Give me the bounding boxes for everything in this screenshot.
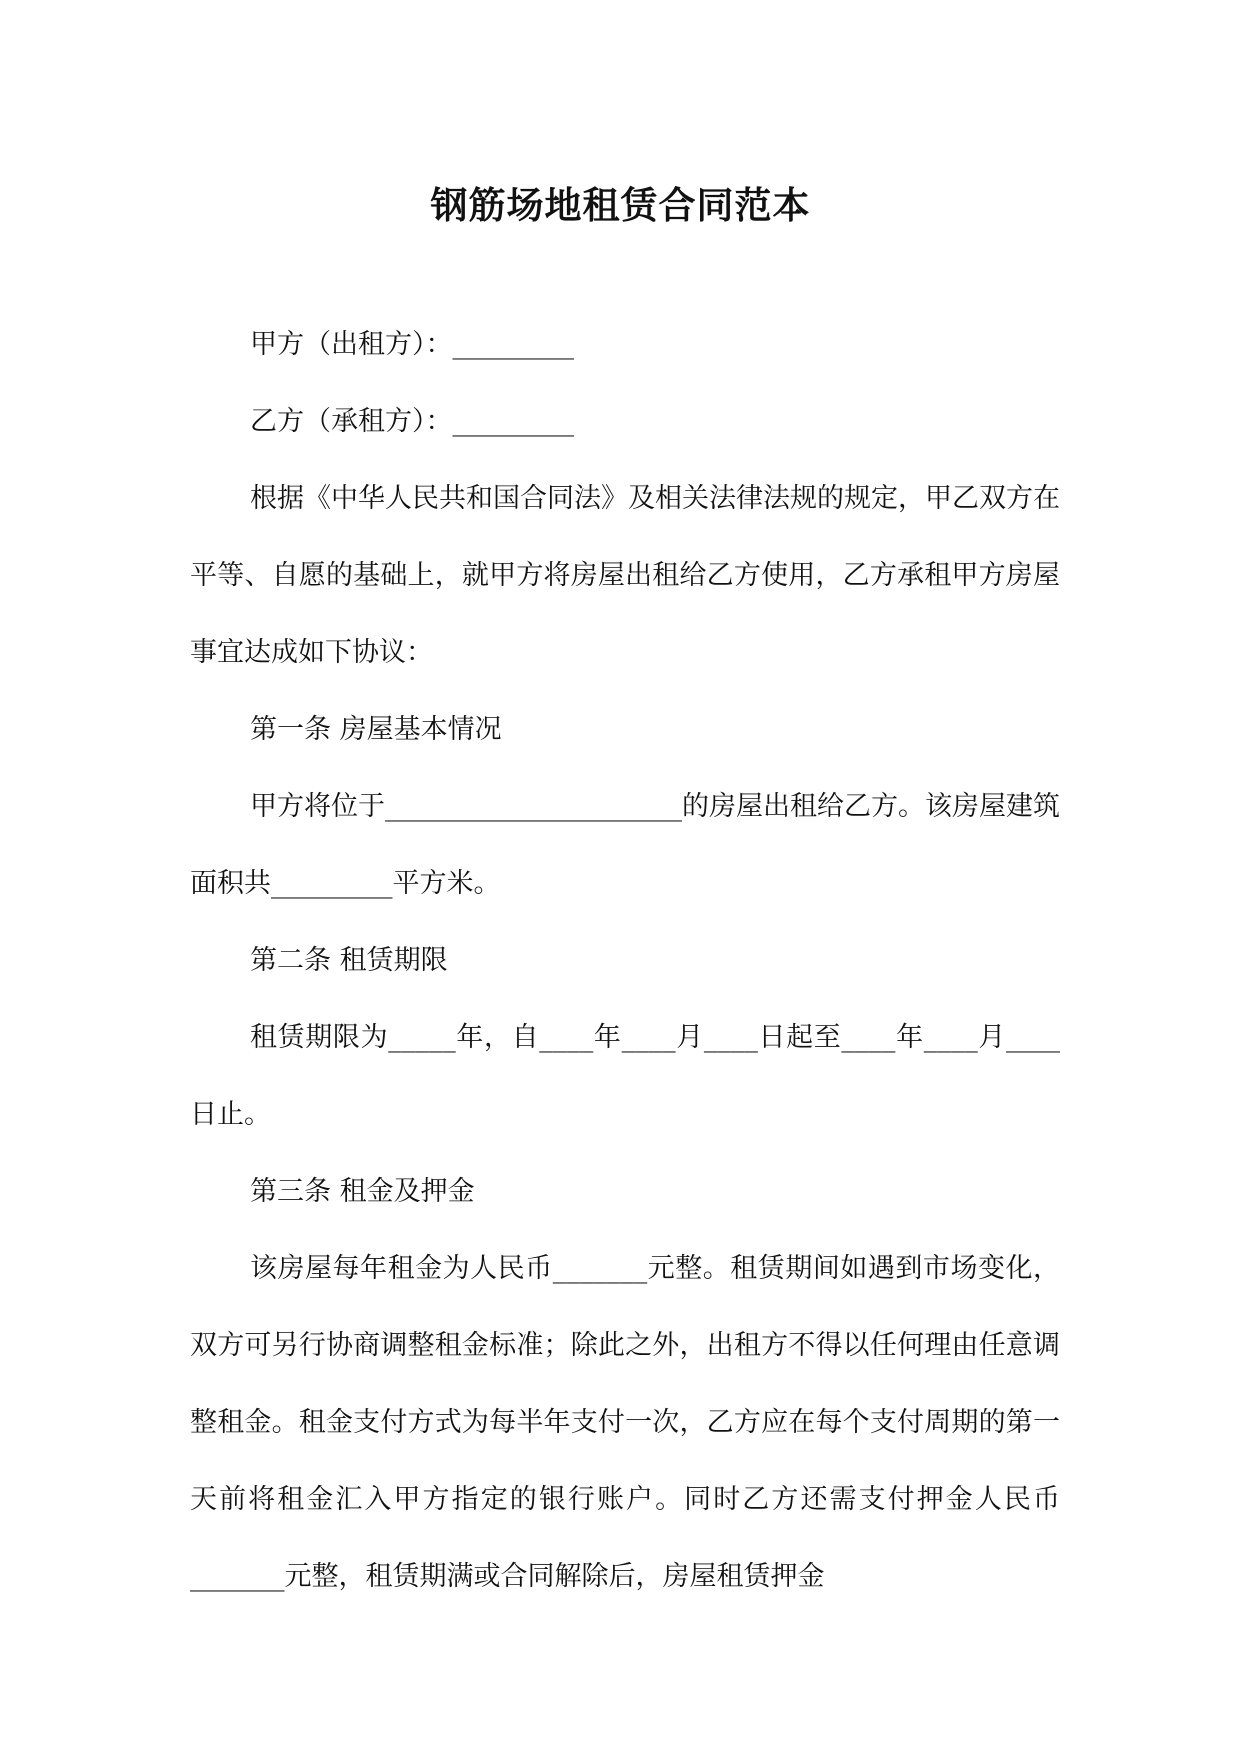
article-3-paragraph: 该房屋每年租金为人民币_______元整。租赁期间如遇到市场变化，双方可另行协商调整租金标准；除此之外，出租方不得以任何理由任意调整租金。租金支付方式为每半年支付一次，乙方应在每个支付周期的第一天前将租金汇入甲方指定的银行账户。同时乙方还需支付押金人民币_______元整，租赁期满或合同解除后，房屋租赁押金 <box>190 1253 1060 1592</box>
article-2-paragraph: 租赁期限为_____年，自____年____月____日起至____年____月____日止。 <box>190 1022 1060 1130</box>
preamble-paragraph: 根据《中华人民共和国合同法》及相关法律法规的规定，甲乙双方在平等、自愿的基础上，就甲方将房屋出租给乙方使用，乙方承租甲方房屋事宜达成如下协议： <box>190 483 1060 668</box>
article-1-heading: 第一条 房屋基本情况 <box>250 714 502 745</box>
article-2-heading: 第二条 租赁期限 <box>250 945 448 976</box>
document-body <box>190 306 1060 1615</box>
party-b-line: 乙方（承租方）：_________ <box>250 406 574 437</box>
document-title: 钢筋场地租赁合同范本 <box>430 183 811 227</box>
article-3-heading: 第三条 租金及押金 <box>250 1176 475 1207</box>
party-a-line: 甲方（出租方）：_________ <box>250 329 574 360</box>
article-1-paragraph: 甲方将位于______________________的房屋出租给乙方。该房屋建筑面积共_________平方米。 <box>190 791 1060 899</box>
